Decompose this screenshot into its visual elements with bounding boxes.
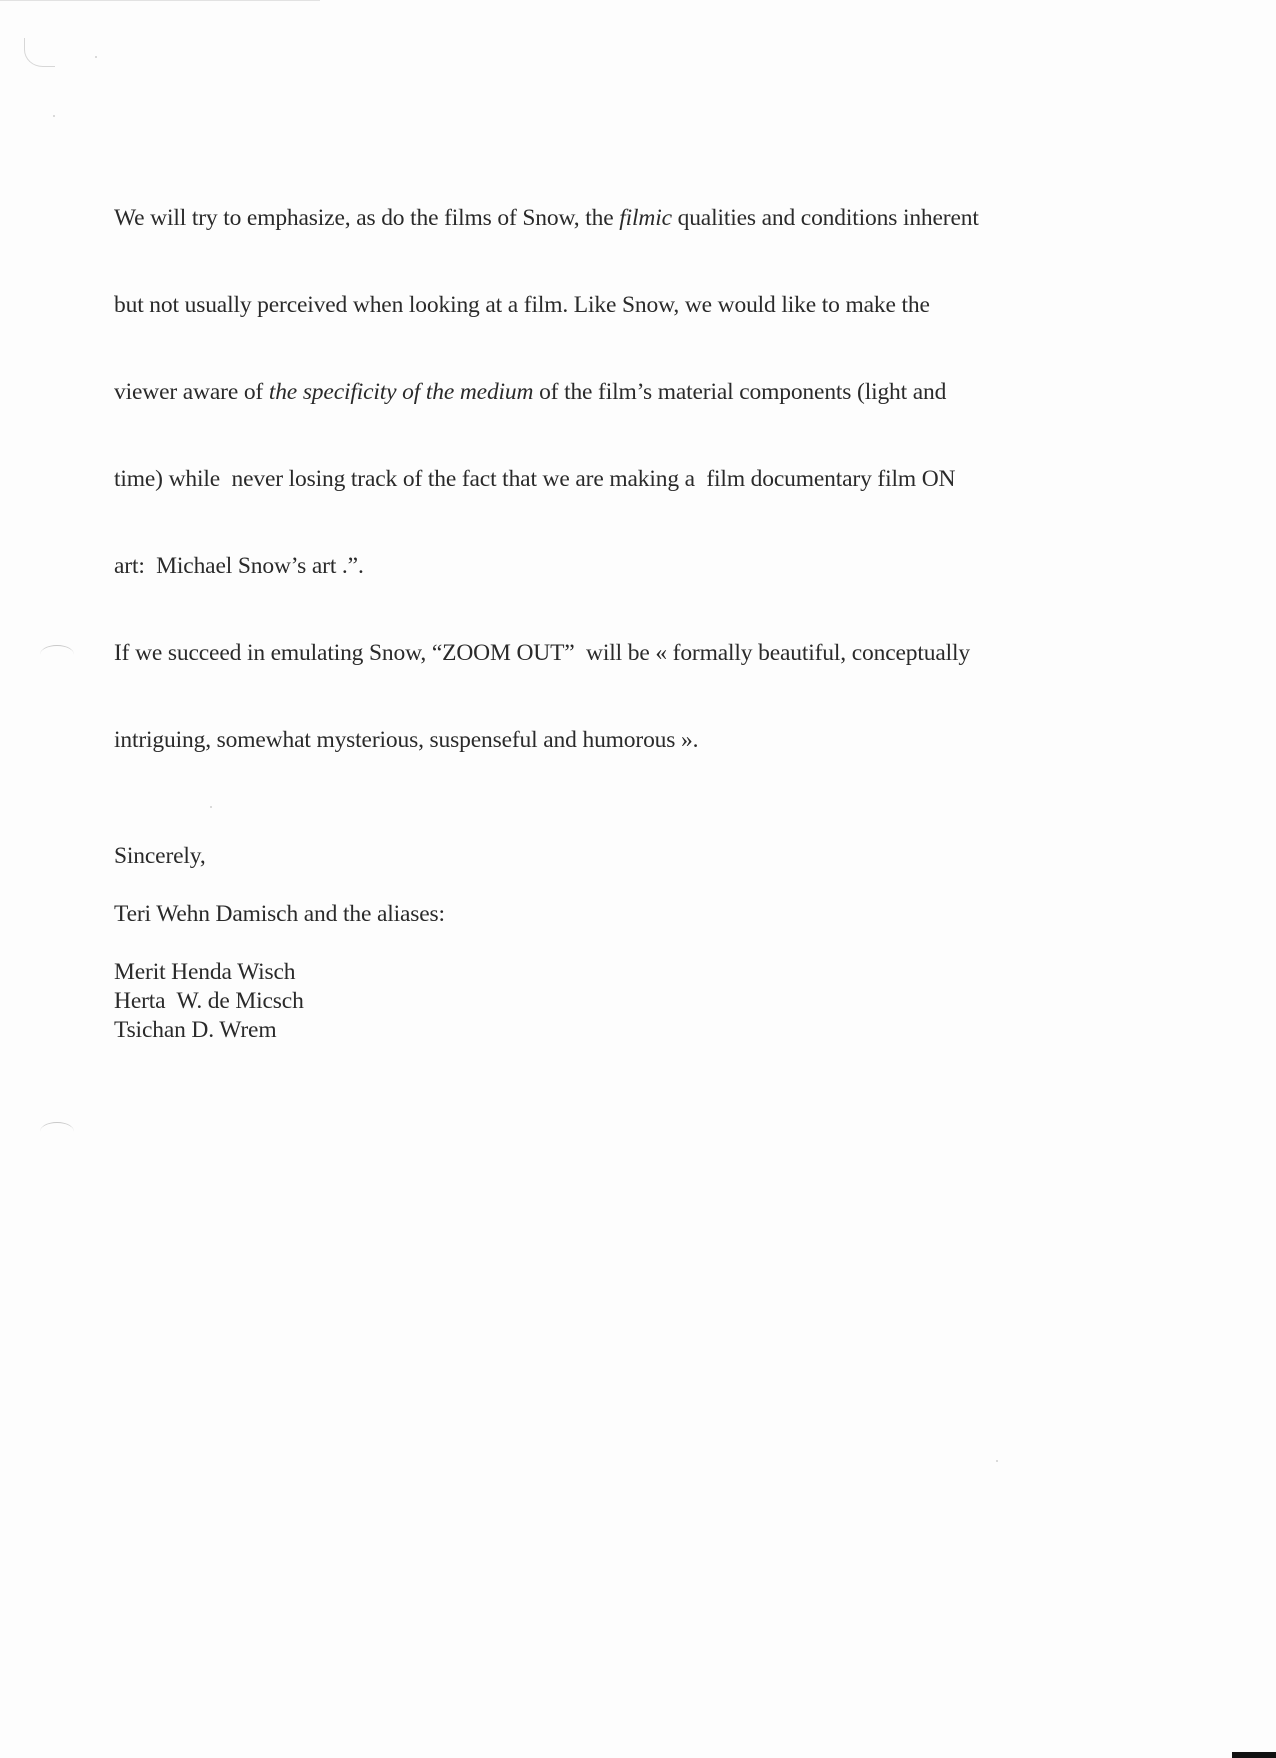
paragraph-line [114,378,1114,407]
paragraph-main [114,146,1114,813]
alias-name: Herta W. de Micsch [114,988,304,1014]
paragraph-line: If we succeed in emulating Snow, “ZOOM OUT” will be « formally beautiful, conceptually [114,640,970,666]
text-run: viewer aware of [114,379,269,405]
paragraph-line: but not usually perceived when looking at a film. Like Snow, we would like to make the [114,292,930,318]
scan-corner-smudge [24,38,55,67]
scan-speck [996,1460,998,1462]
paragraph-line: art: Michael Snow’s art .”. [114,553,364,579]
text-run: We will try to emphasize, as do the films of Snow, the [114,205,620,231]
signature-line: Teri Wehn Damisch and the aliases: [114,901,445,927]
paragraph-line: time) while never losing track of the fact that we are making a film documentary film ON [114,466,956,492]
alias-name: Merit Henda Wisch [114,959,296,985]
text-run: qualities and conditions inherent [671,205,979,231]
scan-speck [95,56,97,58]
scan-edge-mark [0,0,320,1]
spacer [114,929,1114,958]
scan-edge-mark-bottom [1232,1752,1276,1758]
punch-hole-shadow-upper [40,645,74,664]
italic-run: filmic [619,205,672,231]
paragraph-line: intriguing, somewhat mysterious, suspenseful and humorous ». [114,727,699,753]
closing-salutation: Sincerely, [114,843,206,869]
paragraph-line [114,204,1114,233]
alias-name: Tsichan D. Wrem [114,1017,277,1043]
punch-hole-shadow-lower [40,1122,74,1141]
letter-body [114,146,1114,1045]
spacer [114,813,1114,842]
italic-run: the specificity of the medium [268,379,534,405]
scan-speck [53,115,55,117]
text-run: of the film’s material components (light and [533,379,947,405]
spacer [114,871,1114,900]
